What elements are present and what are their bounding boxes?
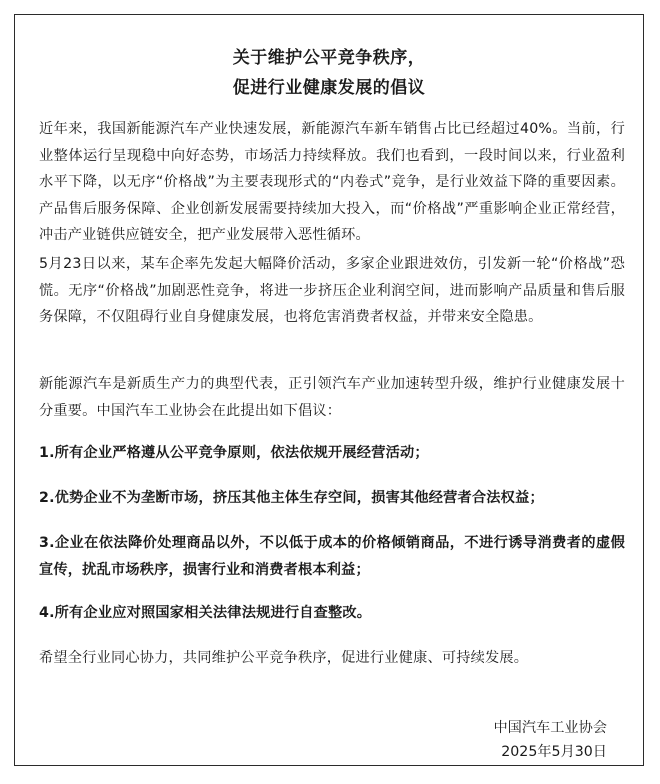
paragraph-3: 新能源汽车是新质生产力的典型代表，正引领汽车产业加速转型升级，维护行业健康发展十分重要。中国汽车工业协会在此提出如下倡议： bbox=[39, 376, 625, 419]
paragraph-1: 近年来，我国新能源汽车产业快速发展，新能源汽车新车销售占比已经超过40%。当前，行业整体运行呈现稳中向好态势，市场活力持续释放。我们也看到，一段时间以来，行业盈利水平下降，以无序“价格战”为主要表现形式的“内卷式”竞争，是行业效益下降的重要因素。产品售后服务保障、企业创新发展需要持续加大投入，而“价格战”严重影响企业正常经营，冲击产业链供应链安全，把产业发展带入恶性循环。 bbox=[39, 121, 625, 243]
paragraph-2: 5月23日以来，某车企率先发起大幅降价活动，多家企业跟进效仿，引发新一轮“价格战”恐慌。无序“价格战”加剧恶性竞争，将进一步挤压企业利润空间，进而影响产品质量和售后服务保障，不仅阻碍行业自身健康发展，也将危害消费者权益，并带来安全隐患。 bbox=[39, 256, 625, 325]
proposal-item-1: 1.所有企业严格遵从公平竞争原则，依法依规开展经营活动； bbox=[39, 445, 429, 461]
proposal-item-2: 2.优势企业不为垄断市场，挤压其他主体生存空间，损害其他经营者合法权益； bbox=[39, 490, 544, 506]
proposal-item-4: 4.所有企业应对照国家相关法律法规进行自查整改。 bbox=[39, 605, 372, 621]
document-frame bbox=[14, 14, 644, 766]
signature-organization: 中国汽车工业协会 bbox=[493, 720, 607, 736]
title-line-1: 关于维护公平竞争秩序， bbox=[232, 48, 426, 68]
title-line-2: 促进行业健康发展的倡议 bbox=[232, 78, 426, 98]
signature-date: 2025年5月30日 bbox=[501, 744, 607, 760]
closing-paragraph: 希望全行业同心协力，共同维护公平竞争秩序，促进行业健康、可持续发展。 bbox=[39, 650, 529, 666]
proposal-item-3: 3.企业在依法降价处理商品以外，不以低于成本的价格倾销商品，不进行诱导消费者的虚假宣传，扰乱市场秩序，损害行业和消费者根本利益； bbox=[39, 535, 625, 578]
